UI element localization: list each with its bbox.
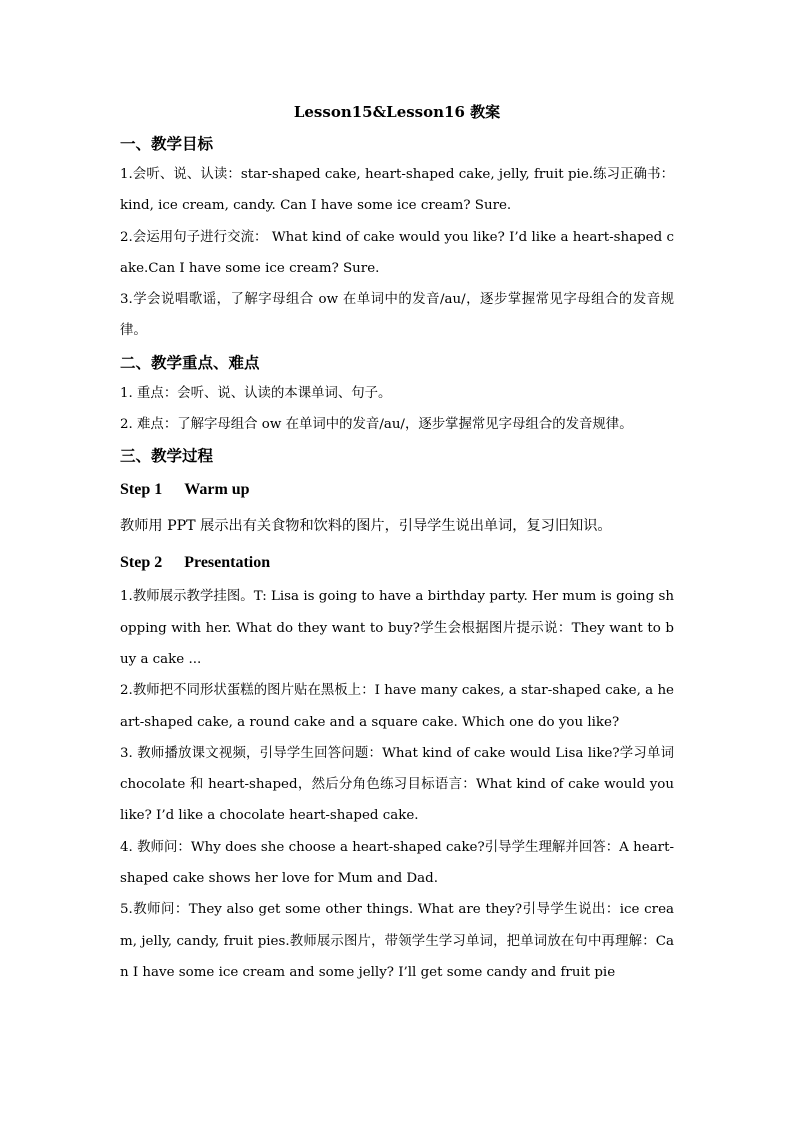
step-2-name: Presentation	[184, 554, 271, 572]
objective-item-2: 2.会运用句子进行交流： What kind of cake would you like? I’d like a heart-shaped cake.Can I have some ice cream? Sure.	[120, 229, 674, 276]
section-heading-objectives: 一、教学目标	[120, 134, 214, 153]
step-1-label: Step 1	[120, 481, 163, 499]
step-2-label: Step 2	[120, 554, 163, 572]
step-2-item-1: 1.教师展示教学挂图。T: Lisa is going to have a birthday party. Her mum is going shopping with her. What do they want to buy?学生会根据图片提示说：They want to buy a cake ...	[120, 589, 674, 667]
step-2-item-3: 3. 教师播放课文视频，引导学生回答问题：What kind of cake would Lisa like?学习单词 chocolate 和 heart-shaped，然后分角色练习目标语言：What kind of cake would you like? I’d like a chocolate heart-shaped cake.	[120, 745, 674, 824]
step-2-item-4: 4. 教师问：Why does she choose a heart-shaped cake?引导学生理解并回答：A heart- shaped cake shows her love for Mum and Dad.	[120, 839, 674, 887]
section-heading-process: 三、教学过程	[120, 446, 214, 466]
step-1-heading	[120, 471, 674, 508]
step-2-item-2: 2.教师把不同形状蛋糕的图片贴在黑板上：I have many cakes, a star-shaped cake, a heart-shaped cake, a round cake and a square cake. Which one do you like?	[120, 683, 674, 730]
objective-item-1: 1.会听、说、认读：star-shaped cake, heart-shaped cake, jelly, fruit pie.练习正确书：kind, ice cream, candy. Can I have some ice cream? Sure.	[120, 167, 674, 214]
document-page	[120, 98, 674, 988]
step-2-heading	[120, 544, 674, 581]
step-1-name: Warm up	[184, 481, 250, 499]
document-title: Lesson15&Lesson16 教案	[293, 103, 501, 121]
key-point-item-1: 1. 重点：会听、说、认读的本课单词、句子。	[120, 385, 392, 401]
section-heading-key-points: 二、教学重点、难点	[120, 352, 260, 372]
key-point-item-2: 2. 难点：了解字母组合 ow 在单词中的发音/au/，逐步掌握常见字母组合的发音规律。	[120, 417, 633, 433]
step-1-text: 教师用 PPT 展示出有关食物和饮料的图片，引导学生说出单词，复习旧知识。	[120, 518, 612, 535]
step-2-item-5: 5.教师问：They also get some other things. What are they?引导学生说出：ice cream, jelly, candy, fruit pies.教师展示图片，带领学生学习单词，把单词放在句中再理解：Can I have some ice cream and some jelly? I’ll get some candy and fruit pie	[120, 902, 674, 980]
objective-item-3: 3.学会说唱歌谣，了解字母组合 ow 在单词中的发音/au/，逐步掌握常见字母组合的发音规律。	[120, 292, 674, 339]
